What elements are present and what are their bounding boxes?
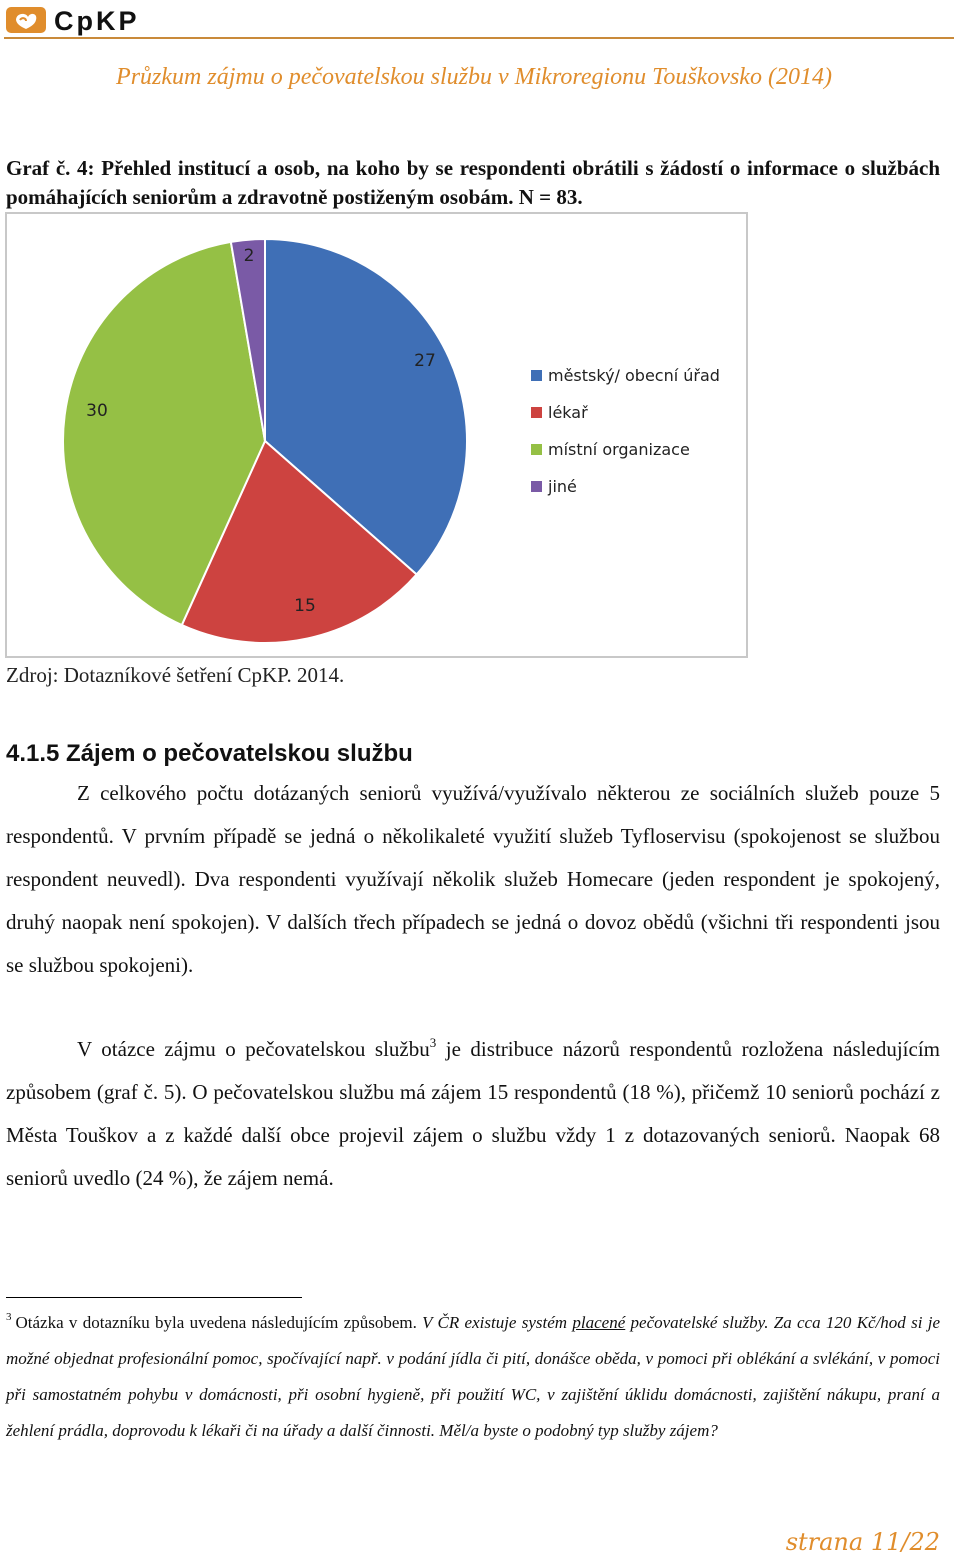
legend-label: jiné — [548, 477, 577, 496]
legend-label: městský/ obecní úřad — [548, 366, 720, 385]
legend-label: lékař — [548, 403, 588, 422]
footnote-divider — [6, 1297, 302, 1298]
document-title: Průzkum zájmu o pečovatelskou službu v Mikroregionu Touškovsko (2014) — [116, 64, 832, 90]
legend-swatch — [531, 407, 542, 418]
figure-source: Zdroj: Dotazníkové šetření CpKP. 2014. — [6, 663, 345, 687]
pie-data-label: 15 — [294, 596, 316, 616]
footnote-plain-text: Otázka v dotazníku byla uvedena následujícím způsobem. — [15, 1313, 423, 1332]
footnote-reference[interactable]: 3 — [429, 1035, 437, 1050]
paragraph-services: Z celkového počtu dotázaných seniorů využívá/využívalo některou ze sociálních služeb pouze 5 respondentů. V prvním případě se jedná o několikaleté využití služeb Tyfloservisu (spokojenost se službou respondent neuvedl). Dva respondenti využívají několik služeb Homecare (jeden respondent je spokojený, druhý naopak není spokojen). V dalších třech případech se jedná o dovoz obědů (všichni tři respondenti jsou se službou spokojeni). — [6, 781, 940, 977]
legend-swatch — [531, 444, 542, 455]
logo-icon — [6, 4, 196, 36]
pie-data-label: 30 — [86, 401, 108, 421]
logo-text: CpKP — [54, 6, 140, 36]
legend-swatch — [531, 481, 542, 492]
figure-caption: Graf č. 4: Přehled institucí a osob, na koho by se respondenti obrátili s žádostí o informace o službách pomáhajících seniorům a zdravotně postiženým osobám. N = 83. — [6, 156, 940, 209]
pie-chart — [7, 214, 750, 660]
pie-chart-container — [5, 212, 748, 658]
legend-swatch — [531, 370, 542, 381]
footnote-italic-a: V ČR existuje systém — [422, 1313, 573, 1332]
footnote-italic-b: pečovatelské služby. Za cca 120 Kč/hod si je možné objednat profesionální pomoc, spočívající např. v podání jídla či pití, donášce oběda, v pomoci při oblékání a svlékání, v pomoci při samostatném pohybu v domácnosti, při osobní hygieně, při použití WC, v zajištění úklidu domácnosti, zajištění nákupu, praní a žehlení prádla, doprovodu k lékaři či na úřady a další činnosti. Měl/a byste o podobný typ služby zájem? — [6, 1313, 940, 1440]
cpkp-logo — [6, 4, 196, 36]
section-heading: 4.1.5 Zájem o pečovatelskou službu — [6, 740, 413, 767]
footnote — [6, 1305, 940, 1449]
paragraph-interest — [6, 1028, 940, 1200]
header-divider — [4, 37, 954, 39]
page-number: strana 11/22 — [785, 1528, 940, 1556]
footnote-underlined-word: placené — [572, 1313, 626, 1332]
footnote-mark: 3 — [6, 1311, 12, 1323]
pie-data-label: 27 — [414, 351, 436, 371]
pie-data-label: 2 — [243, 246, 255, 266]
legend-label: místní organizace — [548, 440, 690, 459]
paragraph-interest-start: V otázce zájmu o pečovatelskou službu — [77, 1037, 430, 1061]
paragraph-interest-rest: je distribuce názorů respondentů rozložena následujícím způsobem (graf č. 5). O pečovatelskou službu má zájem 15 respondentů (18 %), přičemž 10 seniorů pochází z Města Touškov a z každé další obce projevil zájem o službu vždy 1 z dotazovaných seniorů. Naopak 68 seniorů uvedlo (24 %), že zájem nemá. — [6, 1037, 940, 1190]
